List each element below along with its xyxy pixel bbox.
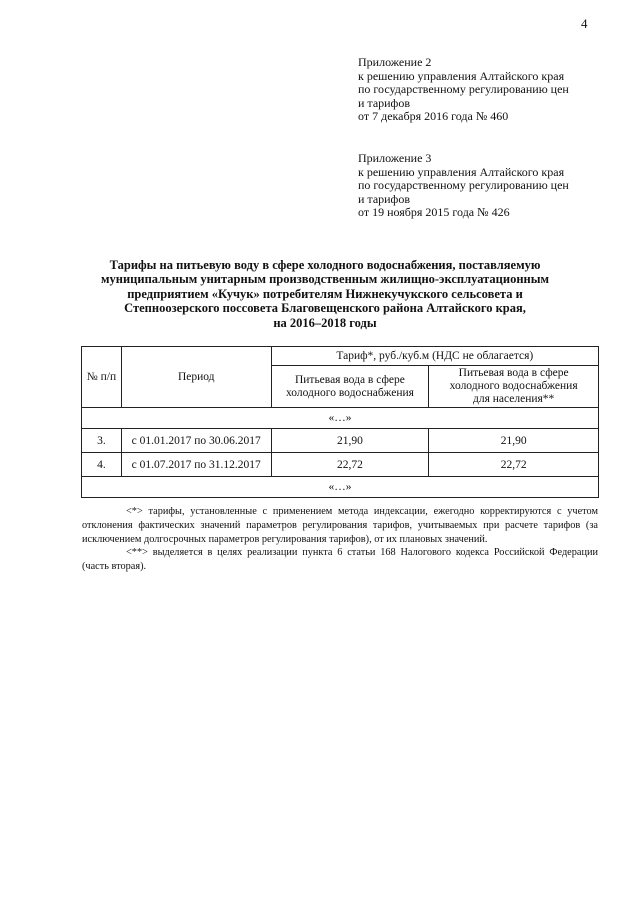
footnote-2: <**> выделяется в целях реализации пункта 6 статьи 168 Налогового кодекса Российской Федерации (часть вторая). bbox=[82, 547, 598, 573]
table-row bbox=[82, 429, 599, 453]
row-tariff-general: 22,72 bbox=[271, 453, 429, 477]
table-row-ellipsis bbox=[82, 408, 599, 429]
appendix-3-line: к решению управления Алтайского края bbox=[358, 164, 565, 179]
row-tariff-population: 21,90 bbox=[429, 429, 599, 453]
document-title bbox=[60, 258, 590, 330]
table-row-ellipsis bbox=[82, 477, 599, 498]
appendix-2-line: к решению управления Алтайского края bbox=[358, 68, 565, 83]
title-line: Тарифы на питьевую воду в сфере холодного водоснабжения, поставляемую bbox=[109, 258, 541, 272]
footnotes bbox=[82, 505, 598, 574]
row-tariff-general: 21,90 bbox=[271, 429, 429, 453]
appendix-3-header bbox=[358, 152, 618, 220]
appendix-3-line: Приложение 3 bbox=[358, 151, 432, 165]
title-line: муниципальным унитарным производственным жилищно-эксплуатационным bbox=[101, 272, 549, 287]
appendix-2-line: по государственному регулированию цен bbox=[358, 82, 569, 97]
table-row bbox=[82, 453, 599, 477]
header-tariff-group: Тариф*, руб./куб.м (НДС не облагается) bbox=[271, 347, 598, 366]
header-tariff-population-line: Питьевая вода в сфере bbox=[458, 367, 569, 379]
header-tariff-population bbox=[429, 366, 599, 408]
row-number: 4. bbox=[82, 453, 122, 477]
row-number: 3. bbox=[82, 429, 122, 453]
header-period: Период bbox=[121, 347, 271, 408]
row-tariff-population: 22,72 bbox=[429, 453, 599, 477]
appendix-3-line: от 19 ноября 2015 года № 426 bbox=[358, 205, 510, 220]
appendix-3-line: и тарифов bbox=[358, 191, 411, 206]
appendix-2-line: Приложение 2 bbox=[358, 55, 432, 69]
header-tariff-population-line: для населения** bbox=[472, 393, 555, 405]
appendix-2-line: и тарифов bbox=[358, 95, 411, 110]
tariff-table bbox=[81, 346, 599, 498]
appendix-3-line: по государственному регулированию цен bbox=[358, 178, 569, 193]
ellipsis-cell: «…» bbox=[82, 477, 599, 498]
title-line: на 2016–2018 годы bbox=[273, 315, 377, 330]
header-tariff-general: Питьевая вода в сфере холодного водоснабжения bbox=[271, 366, 429, 408]
appendix-2-line: от 7 декабря 2016 года № 460 bbox=[358, 109, 509, 124]
row-period: с 01.01.2017 по 30.06.2017 bbox=[121, 429, 271, 453]
page-number: 4 bbox=[581, 16, 588, 31]
header-tariff-population-line: холодного водоснабжения bbox=[449, 380, 578, 392]
footnote-1: <*> тарифы, установленные с применением метода индексации, ежегодно корректируются с учетом отклонения фактических значений параметров регулирования тарифов, учитываемых при расчете тарифов (за исключением долгосрочных параметров регулирования тарифов), от их плановых значений. bbox=[82, 506, 598, 545]
title-line: предприятием «Кучук» потребителям Нижнекучукского сельсовета и bbox=[127, 286, 523, 301]
row-period: с 01.07.2017 по 31.12.2017 bbox=[121, 453, 271, 477]
ellipsis-cell: «…» bbox=[82, 408, 599, 429]
table-header-row bbox=[82, 347, 599, 366]
header-number: № п/п bbox=[82, 347, 122, 408]
appendix-2-header bbox=[358, 56, 618, 124]
title-line: Степноозерского поссовета Благовещенского района Алтайского края, bbox=[124, 301, 526, 316]
